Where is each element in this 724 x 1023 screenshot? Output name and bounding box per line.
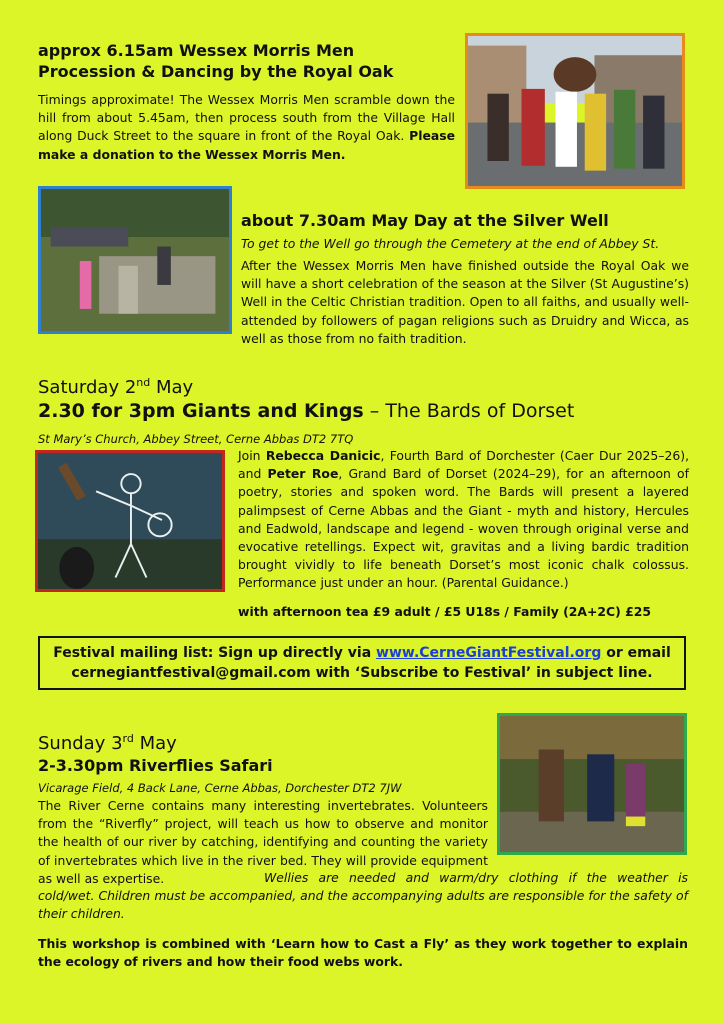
well-body: After the Wessex Morris Men have finished outside the Royal Oak we will have a short celebration of the season at the Silver (St Augustine’s) Well in the Celtic Christian tradition. Open to all faiths, and usually well-attended by followers of pagan religions such as Druidry and Wicca, as well as those from no faith tradition. [241, 258, 689, 346]
saturday-day: Saturday 2 [38, 377, 137, 398]
sunday-warning [38, 869, 688, 924]
saturday-day-suffix: nd [136, 376, 151, 389]
well-directions: To get to the Well go through the Cemetery at the end of Abbey St. [241, 236, 660, 251]
sunday-location: Vicarage Field, 4 Back Lane, Cerne Abbas, Dorchester DT2 7JW [38, 781, 402, 795]
saturday-location: St Mary’s Church, Abbey Street, Cerne Abbas DT2 7TQ [38, 432, 354, 446]
morris-heading-line2: Procession & Dancing by the Royal Oak [38, 62, 394, 81]
mailing-line2: cernegiantfestival@gmail.com with ‘Subscribe to Festival’ in subject line. [71, 665, 653, 681]
mailing-list-box [38, 636, 686, 690]
bard-name-rebecca: Rebecca Danicic [265, 448, 381, 463]
saturday-body-3: , Grand Bard of Dorset (2024–29), for an afternoon of poetry, stories and spoken word. The Bards will present a layered palimpsest of Cerne Abbas and the Giant - myth and history, Hercules and Eadwold, landscape and legend - woven through original verse and evocative retellings. Expect wit, gravitas and a living bardic tradition brought vividly to life beneath Dorset’s most iconic chalk colossus. Performance just under an hour. (Parental Guidance.) [238, 466, 689, 591]
saturday-heading-bold: 2.30 for 3pm Giants and Kings [38, 400, 364, 422]
mailing-text-1: Festival mailing list: Sign up directly via [53, 645, 377, 661]
sunday-day-suffix: rd [122, 732, 134, 745]
festival-website-link[interactable]: www.CerneGiantFestival.org [376, 645, 602, 661]
sunday-body: The River Cerne contains many interesting invertebrates. Volunteers from the “Riverfly” project, will teach us how to observe and monitor the health of our river by catching, identifying and counting the variety of invertebrates which live in the river bed. They will provide equipment as well as expertise. [38, 798, 488, 886]
saturday-body [238, 447, 689, 593]
mailing-line1 [40, 643, 684, 663]
morris-men-photo [465, 33, 685, 189]
saturday-month: May [150, 377, 194, 398]
well-heading: about 7.30am May Day at the Silver Well [241, 211, 609, 230]
sunday-heading: 2-3.30pm Riverflies Safari [38, 756, 273, 775]
morris-donation: Please make a donation to the Wessex Morris Men. [38, 128, 455, 162]
sunday-footer: This workshop is combined with ‘Learn how to Cast a Fly’ as they work together to explain the ecology of rivers and how their food webs work. [38, 936, 688, 970]
morris-heading [38, 40, 458, 82]
sunday-italic: Wellies are needed and warm/dry clothing if the weather is cold/wet. Children must be accompanied, and the accompanying adults are responsible for the safety of their children. [38, 870, 688, 922]
mailing-text-2: or email [601, 645, 671, 661]
saturday-prices: with afternoon tea £9 adult / £5 U18s / Family (2A+2C) £25 [238, 604, 651, 619]
sunday-date [38, 728, 177, 755]
saturday-heading-rest: – The Bards of Dorset [363, 400, 575, 422]
morris-body-text: Timings approximate! The Wessex Morris Men scramble down the hill from about 5.45am, then process south from the Village Hall along Duck Street to the square in front of the Royal Oak. [38, 92, 455, 144]
morris-heading-line1: approx 6.15am Wessex Morris Men [38, 41, 355, 60]
giant-illustration [35, 450, 225, 592]
saturday-body-2: , Fourth Bard of Dorchester (Caer Dur 2025–26), and [238, 448, 690, 482]
sunday-day: Sunday 3 [38, 733, 123, 754]
saturday-date [38, 372, 193, 399]
riverflies-photo [497, 713, 687, 855]
sunday-month: May [133, 733, 177, 754]
morris-body [38, 91, 455, 164]
saturday-body-1: Join [238, 448, 266, 463]
silver-well-photo [38, 186, 232, 334]
bard-name-peter: Peter Roe [267, 466, 339, 482]
saturday-heading [38, 398, 574, 424]
